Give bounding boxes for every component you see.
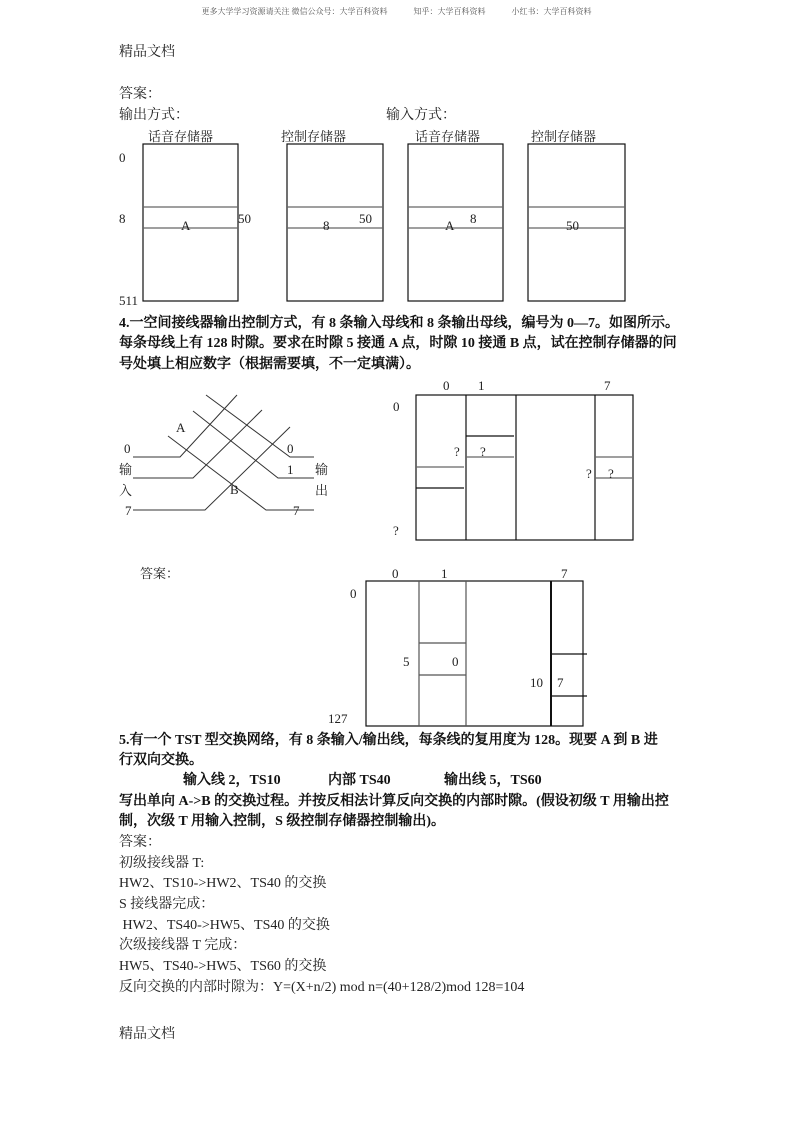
header-zhihu: 知乎：大学百科资料 — [413, 7, 486, 16]
cell-side-1: 50 — [238, 211, 251, 226]
cell-side-2: 50 — [359, 211, 372, 226]
control-memory-answer — [366, 581, 587, 726]
input-label-1: 输 — [119, 462, 133, 477]
memory-title-3: 话音存储器 — [415, 129, 481, 144]
cm-question-1: ? — [454, 444, 460, 459]
q4-line-3: 号处填上相应数字（根据需要填，不一定填满）。 — [119, 357, 420, 372]
input-0-label: 0 — [124, 441, 131, 456]
answer-cm-col-1: 1 — [441, 566, 448, 581]
answer-slot-10: 10 — [530, 675, 543, 690]
cm-question-3: ? — [586, 466, 592, 481]
cell-main-2: 8 — [323, 218, 330, 233]
cm-row-top: 0 — [393, 399, 400, 414]
memory-title-2: 控制存储器 — [281, 129, 347, 144]
q4-line-2: 每条母线上有 128 时隙。要求在时隙 5 接通 A 点，时隙 10 接通 B 点，试在控制存储器的问 — [119, 336, 677, 351]
row-label-0: 0 — [119, 150, 126, 165]
point-b-label: B — [230, 482, 239, 497]
q5-answer-2: HW2、TS10->HW2、TS40 的交换 — [119, 876, 327, 891]
header-xiaohongshu: 小红书：大学百科资料 — [511, 7, 592, 16]
q5-answer-3: S 接线器完成： — [119, 897, 215, 912]
q5-answer-4: HW2、TS40->HW5、TS40 的交换 — [119, 918, 330, 933]
row-label-8: 8 — [119, 211, 126, 226]
q5-line-2: 行双向交换。 — [119, 753, 203, 768]
output-7-label: 7 — [293, 503, 300, 518]
page-label-top: 精品文档 — [119, 45, 175, 60]
memory-title-4: 控制存储器 — [531, 129, 597, 144]
cm-col-0: 0 — [443, 378, 450, 393]
cell-main-4: 50 — [566, 218, 579, 233]
output-0-label: 0 — [287, 441, 294, 456]
cell-main-3: A — [445, 218, 455, 233]
input-label-2: 入 — [119, 483, 133, 498]
q5-param-internal: 内部 TS40 — [328, 773, 391, 788]
cm-col-1: 1 — [478, 378, 485, 393]
output-mode-label: 输出方式： — [119, 108, 189, 123]
control-memory-question — [416, 395, 633, 540]
answer-slot-5-value: 0 — [452, 654, 459, 669]
cm-col-7: 7 — [604, 378, 611, 393]
answer-cm-col-0: 0 — [392, 566, 399, 581]
q5-param-input: 输入线 2，TS10 — [183, 773, 281, 788]
q5-answer-1: 初级接线器 T: — [119, 856, 205, 871]
memory-title-1: 话音存储器 — [148, 129, 214, 144]
q5-param-output: 输出线 5，TS60 — [444, 773, 542, 788]
cell-side-3: 8 — [470, 211, 477, 226]
page-label-bottom: 精品文档 — [119, 1027, 175, 1042]
output-label-2: 出 — [315, 483, 329, 498]
input-mode-label: 输入方式： — [386, 108, 456, 123]
q5-line-1: 5.有一个 TST 型交换网络，有 8 条输入/输出线，每条线的复用度为 128。现要 A 到 B 进 — [119, 733, 658, 748]
answer-slot-5: 5 — [403, 654, 410, 669]
cell-main-1: A — [181, 218, 191, 233]
output-label-1: 输 — [315, 462, 329, 477]
q5-answer-7: 反向交换的内部时隙为：Y=(X+n/2) mod n=(40+128/2)mod 128=104 — [119, 980, 525, 995]
point-a-label: A — [176, 420, 186, 435]
q5-line-3: 写出单向 A->B 的交换过程。并按反相法计算反向交换的内部时隙。(假设初级 T 用输出控 — [119, 794, 669, 809]
cm-question-4: ? — [608, 466, 614, 481]
header-promo: 更多大学学习资源请关注 微信公众号：大学百科资料 — [201, 7, 388, 16]
answer-cm-col-7: 7 — [561, 566, 568, 581]
answer-slot-10-value: 7 — [557, 675, 564, 690]
q4-line-1: 4.一空间接线器输出控制方式，有 8 条输入母线和 8 条输出母线，编号为 0—7。如图所示。 — [119, 316, 679, 331]
output-1-label: 1 — [287, 462, 294, 477]
answer-cm-row-bottom: 127 — [328, 711, 348, 726]
q5-answer-6: HW5、TS40->HW5、TS60 的交换 — [119, 959, 327, 974]
q5-answer-5: 次级接线器 T 完成： — [119, 938, 247, 953]
answer-label: 答案： — [119, 87, 161, 102]
q4-answer-label: 答案： — [140, 566, 180, 581]
answer-cm-row-top: 0 — [350, 586, 357, 601]
input-7-label: 7 — [125, 503, 132, 518]
row-label-511: 511 — [119, 293, 139, 308]
q5-line-4: 制，次级 T 用输入控制，S 级控制存储器控制输出)。 — [119, 814, 446, 829]
q5-answer-0: 答案： — [119, 835, 161, 850]
cm-row-bottom: ? — [393, 523, 399, 538]
cm-question-2: ? — [480, 444, 486, 459]
